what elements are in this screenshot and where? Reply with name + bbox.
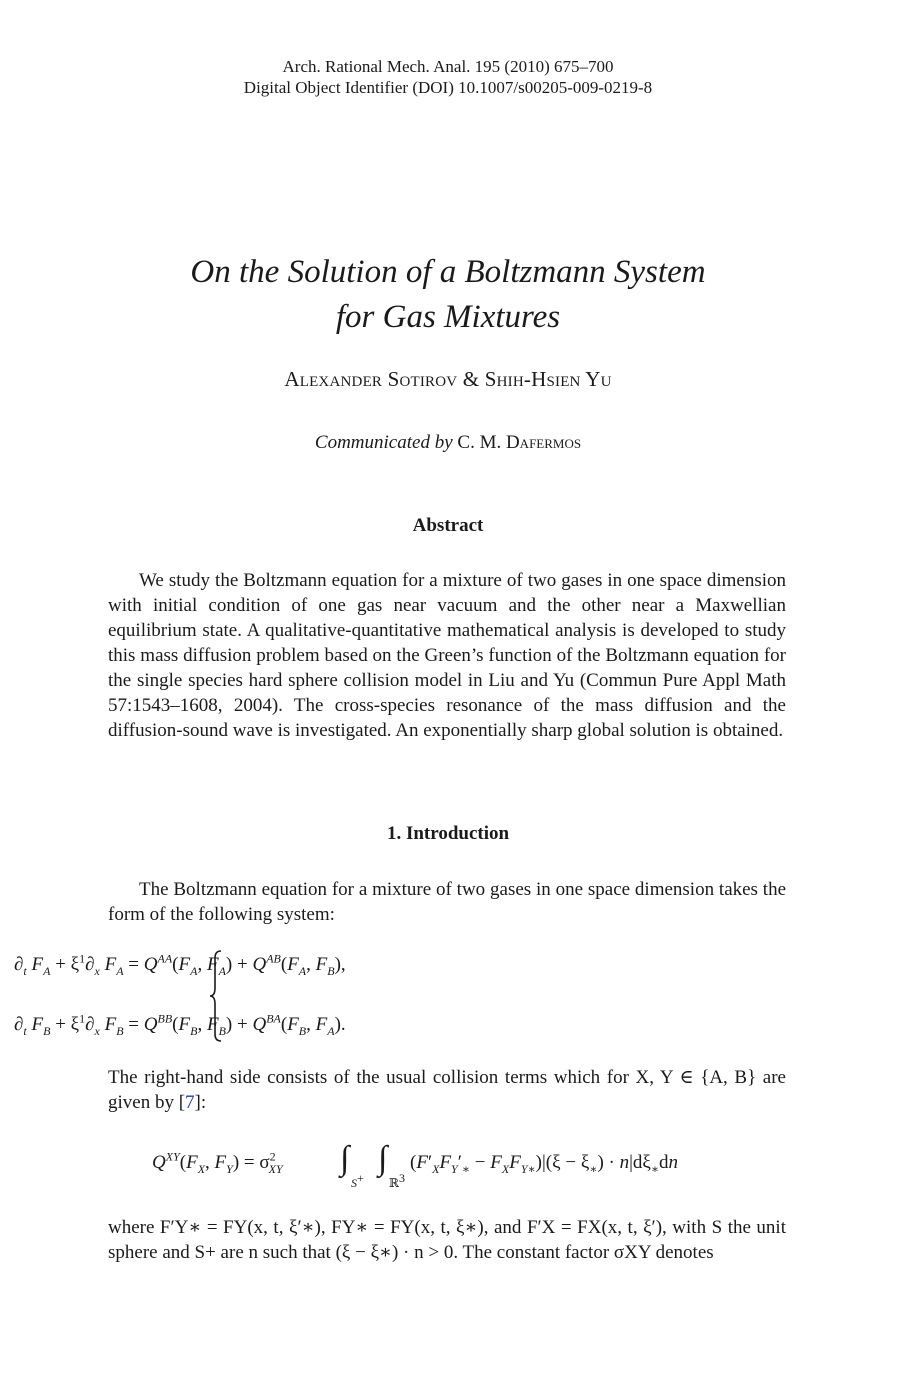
equation-line-a: $\partial_t$ $F_A + \xi^1\partial_x$ $F_A = Q^{AA}(F_A$, $F_A) + Q^{AB}(F_A$, $F_B$), bbox=[14, 951, 346, 978]
communicator-name: C. M. Dafermos bbox=[457, 432, 582, 453]
intro-paragraph-1 bbox=[108, 877, 786, 927]
abstract-heading: Abstract bbox=[412, 515, 484, 536]
abstract-body: We study the Boltzmann equation for a mixture of two gases in one space dimension with initial condition of one gas near vacuum and the other near a Maxwellian equilibrium state. A qualitative-quantitative mathematical analysis is developed to study this mass diffusion problem based on the Green’s function of the Boltzmann equation for the single species hard sphere collision model in Liu and Yu (Commun Pure Appl Math 57:1543–1608, 2004). The cross-species resonance of the mass diffusion and the diffusion-sound wave is investigated. An exponentially sharp global solution is obtained. bbox=[108, 570, 786, 741]
journal-header bbox=[0, 56, 896, 98]
intro-paragraph-2-end: ]: bbox=[194, 1092, 207, 1113]
doi-line: Digital Object Identifier (DOI) 10.1007/s00205-009-0219-8 bbox=[243, 78, 653, 97]
authors: Alexander Sotirov & Shih-Hsien Yu bbox=[284, 367, 612, 391]
journal-citation: Arch. Rational Mech. Anal. 195 (2010) 675–700 bbox=[282, 57, 614, 76]
paper-title bbox=[0, 250, 896, 340]
reference-link[interactable]: 7 bbox=[185, 1092, 195, 1113]
communicated-by bbox=[0, 432, 896, 454]
abstract-text bbox=[108, 568, 786, 743]
intro-paragraph-3 bbox=[108, 1215, 786, 1265]
title-line-1: On the Solution of a Boltzmann System bbox=[190, 254, 706, 290]
intro-paragraph-1-text: The Boltzmann equation for a mixture of two gases in one space dimension takes the form of the following system: bbox=[108, 879, 786, 925]
equation-line-b: $\partial_t$ $F_B + \xi^1\partial_x$ $F_B = Q^{BB}(F_B$, $F_B) + Q^{BA}(F_B$, $F_A$). bbox=[14, 1011, 346, 1038]
collision-operator-equation: $Q^{XY}(F_X$, $F_Y) = \sigma^2_{XY}$ ∫ S+ ∫ ℝ$^3$ $(F'_XF_Y'_∗ - F_XF_{Y∗})|(\xi - \xi_∗) \cdot n|d\xi_∗dn$ bbox=[152, 1140, 679, 1190]
title-line-2: for Gas Mixtures bbox=[335, 299, 561, 335]
introduction-heading: 1. Introduction bbox=[386, 823, 510, 844]
intro-paragraph-3-text: where F′Y∗ = FY(x, t, ξ′∗), FY∗ = FY(x, t, ξ∗), and F′X = FX(x, t, ξ′), with S the unit sphere and S+ are n such that (ξ − ξ∗) · n > 0. The constant factor σXY denotes bbox=[108, 1217, 786, 1263]
intro-paragraph-2 bbox=[108, 1065, 786, 1115]
communicated-prefix: Communicated by bbox=[314, 432, 453, 453]
intro-paragraph-2-text: The right-hand side consists of the usual collision terms which for X, Y ∈ {A, B} are given by [ bbox=[108, 1067, 786, 1113]
